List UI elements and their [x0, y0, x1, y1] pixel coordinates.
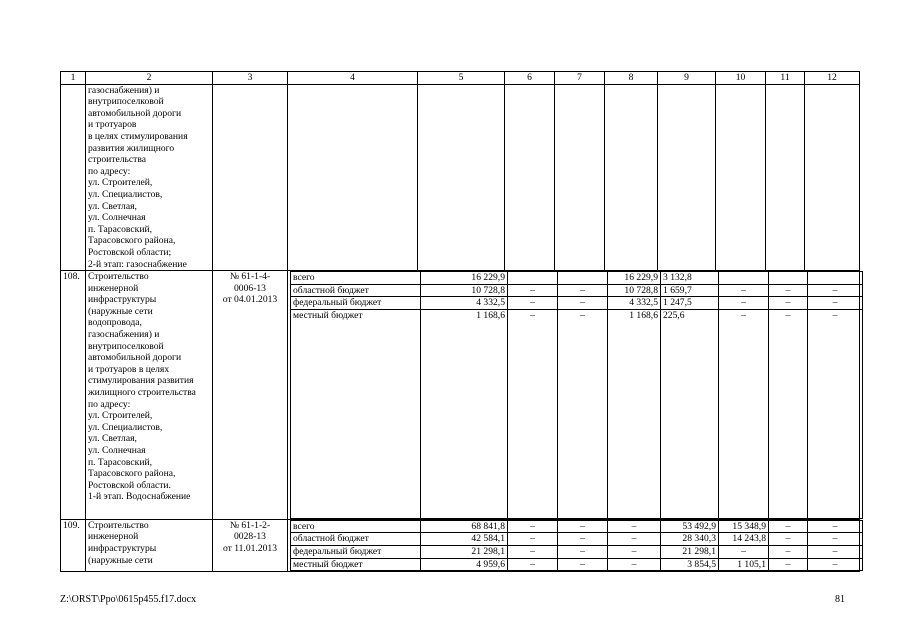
- funding-row: [291, 533, 863, 546]
- text-line: Строительство: [88, 271, 149, 283]
- value-cell: –: [769, 284, 808, 297]
- value-cell: –: [719, 309, 769, 518]
- value-cell: 16 229,9: [608, 272, 661, 285]
- text-line: строительства: [88, 154, 147, 166]
- funding-source: всего: [291, 520, 421, 533]
- text-line: ул. Специалистов,: [88, 421, 163, 433]
- value-cell: –: [769, 546, 808, 559]
- row-number: 108.: [61, 271, 86, 520]
- value-cell: 28 340,3: [661, 533, 719, 546]
- empty-cell: [418, 84, 505, 271]
- value-cell: –: [808, 546, 863, 559]
- value-cell: –: [508, 520, 558, 533]
- text-line: стимулирования развития: [88, 375, 194, 387]
- value-cell: 4 332,5: [421, 297, 508, 310]
- page-number: 81: [835, 594, 845, 605]
- empty-cell: [288, 84, 418, 271]
- value-cell: –: [808, 520, 863, 533]
- text-line: инфраструктуры: [88, 294, 157, 306]
- value-cell: –: [558, 284, 608, 297]
- value-cell: –: [558, 558, 608, 571]
- text-line: Тарасовского района,: [88, 235, 176, 247]
- text-line: п. Тарасовский,: [88, 456, 152, 468]
- funding-source: федеральный бюджет: [291, 546, 421, 559]
- funding-subtable: [290, 520, 863, 571]
- empty-cell: [555, 84, 605, 271]
- text-line: инженерной: [88, 282, 139, 294]
- doc-line: № 61-1-2-: [229, 519, 271, 531]
- funding-source: федеральный бюджет: [291, 297, 421, 310]
- header-row: [61, 72, 860, 85]
- value-cell: 10 728,8: [608, 284, 661, 297]
- value-cell: –: [558, 297, 608, 310]
- text-line: внутрипоселковой: [88, 340, 164, 352]
- col-header: 2: [86, 72, 213, 85]
- document-cell: [213, 519, 288, 571]
- document-cell: [213, 271, 288, 520]
- text-line: инженерной: [88, 531, 139, 543]
- text-line: ул. Светлая,: [88, 433, 137, 445]
- text-line: ул. Специалистов,: [88, 188, 163, 200]
- text-line: ул. Строителей,: [88, 410, 153, 422]
- value-cell: –: [508, 297, 558, 310]
- funding-block: [288, 519, 860, 571]
- file-path: Z:\ORST\Ppo\0615p455.f17.docx: [60, 594, 197, 605]
- funding-source: областной бюджет: [291, 284, 421, 297]
- table-row-continued: [61, 84, 860, 271]
- text-line: газоснабжения) и: [88, 329, 160, 341]
- text-line: инфраструктуры: [88, 543, 157, 555]
- value-cell: –: [558, 309, 608, 518]
- text-line: по адресу:: [88, 398, 131, 410]
- value-cell: [719, 272, 769, 285]
- value-cell: 225,6: [661, 309, 719, 518]
- text-line: п. Тарасовский,: [88, 223, 152, 235]
- text-line: ул. Светлая,: [88, 200, 137, 212]
- funding-row: [291, 284, 863, 297]
- doc-line: 0006-13: [234, 282, 266, 294]
- row-number: [61, 84, 86, 271]
- table-row-109: [61, 519, 860, 571]
- value-cell: –: [769, 558, 808, 571]
- value-cell: –: [808, 558, 863, 571]
- doc-line: от 11.01.2013: [222, 543, 278, 555]
- empty-cell: [716, 84, 766, 271]
- value-cell: –: [508, 284, 558, 297]
- value-cell: 1 105,1: [719, 558, 769, 571]
- value-cell: 4 959,6: [421, 558, 508, 571]
- col-header: 3: [213, 72, 288, 85]
- value-cell: –: [808, 309, 863, 518]
- funding-row: [291, 272, 863, 285]
- funding-subtable: [290, 271, 863, 519]
- funding-row: [291, 546, 863, 559]
- text-line: внутрипоселковой: [88, 96, 164, 108]
- funding-row: [291, 520, 863, 533]
- text-line: и тротуаров: [88, 119, 137, 131]
- text-line: (наружные сети: [88, 305, 153, 317]
- funding-source: областной бюджет: [291, 533, 421, 546]
- value-cell: [558, 272, 608, 285]
- text-line: Тарасовского района,: [88, 468, 176, 480]
- value-cell: [508, 272, 558, 285]
- object-name-cell: [86, 519, 213, 571]
- value-cell: 1 247,5: [661, 297, 719, 310]
- value-cell: 3 854,5: [661, 558, 719, 571]
- value-cell: –: [508, 546, 558, 559]
- value-cell: 3 132,8: [661, 272, 719, 285]
- text-line: 2-й этап: газоснабжение: [88, 258, 187, 270]
- budget-table: [60, 71, 860, 572]
- text-line: по адресу:: [88, 165, 131, 177]
- col-header: 6: [505, 72, 555, 85]
- value-cell: –: [769, 297, 808, 310]
- col-header: 1: [61, 72, 86, 85]
- col-header: 7: [555, 72, 605, 85]
- col-header: 11: [766, 72, 805, 85]
- value-cell: –: [508, 558, 558, 571]
- text-line: жилищного строительства: [88, 387, 196, 399]
- funding-block: [288, 271, 860, 520]
- empty-cell: [658, 84, 716, 271]
- value-cell: 16 229,9: [421, 272, 508, 285]
- text-line: Строительство: [88, 519, 149, 531]
- value-cell: –: [508, 309, 558, 518]
- col-header: 12: [805, 72, 860, 85]
- value-cell: –: [719, 546, 769, 559]
- value-cell: 1 168,6: [421, 309, 508, 518]
- value-cell: 4 332,5: [608, 297, 661, 310]
- doc-line: № 61-1-4-: [229, 271, 271, 283]
- doc-line: от 04.01.2013: [222, 294, 278, 306]
- col-header: 4: [288, 72, 418, 85]
- value-cell: 53 492,9: [661, 520, 719, 533]
- text-line: Ростовской области.: [88, 479, 171, 491]
- value-cell: –: [808, 533, 863, 546]
- value-cell: 1 168,6: [608, 309, 661, 518]
- value-cell: –: [719, 297, 769, 310]
- value-cell: 15 348,9: [719, 520, 769, 533]
- text-line: автомобильной дороги: [88, 107, 182, 119]
- col-header: 8: [605, 72, 658, 85]
- value-cell: 1 659,7: [661, 284, 719, 297]
- value-cell: –: [558, 533, 608, 546]
- empty-cell: [213, 84, 288, 271]
- empty-cell: [805, 84, 860, 271]
- text-line: ул. Солнечная: [88, 212, 146, 224]
- funding-source: местный бюджет: [291, 309, 421, 518]
- value-cell: –: [608, 546, 661, 559]
- row-number: 109.: [61, 519, 86, 571]
- value-cell: –: [719, 284, 769, 297]
- funding-source: всего: [291, 272, 421, 285]
- value-cell: 21 298,1: [661, 546, 719, 559]
- value-cell: –: [769, 533, 808, 546]
- empty-cell: [505, 84, 555, 271]
- text-line: ул. Строителей,: [88, 177, 153, 189]
- value-cell: [769, 272, 808, 285]
- value-cell: –: [769, 309, 808, 518]
- table-row-108: [61, 271, 860, 520]
- object-name-cell: [86, 84, 213, 271]
- value-cell: –: [808, 284, 863, 297]
- text-line: газоснабжения) и: [88, 84, 160, 96]
- value-cell: 42 584,1: [421, 533, 508, 546]
- funding-row: [291, 309, 863, 518]
- value-cell: –: [808, 297, 863, 310]
- text-line: развития жилищного: [88, 142, 175, 154]
- text-line: (наружные сети: [88, 554, 153, 566]
- value-cell: 10 728,8: [421, 284, 508, 297]
- value-cell: –: [508, 533, 558, 546]
- doc-line: 0028-13: [234, 531, 266, 543]
- value-cell: 68 841,8: [421, 520, 508, 533]
- col-header: 9: [658, 72, 716, 85]
- text-line: в целях стимулирования: [88, 130, 188, 142]
- text-line: ул. Солнечная: [88, 445, 146, 456]
- value-cell: –: [769, 520, 808, 533]
- funding-source: местный бюджет: [291, 558, 421, 571]
- funding-row: [291, 297, 863, 310]
- value-cell: –: [608, 520, 661, 533]
- value-cell: –: [558, 520, 608, 533]
- text-line: водопровода,: [88, 317, 142, 329]
- value-cell: –: [608, 558, 661, 571]
- value-cell: –: [608, 533, 661, 546]
- value-cell: 14 243,8: [719, 533, 769, 546]
- value-cell: [808, 272, 863, 285]
- empty-cell: [766, 84, 805, 271]
- value-cell: 21 298,1: [421, 546, 508, 559]
- value-cell: –: [558, 546, 608, 559]
- text-line: и тротуаров в целях: [88, 363, 170, 375]
- funding-row: [291, 558, 863, 571]
- text-line: Ростовской области;: [88, 246, 172, 258]
- text-line: 1-й этап. Водоснабжение: [88, 491, 191, 503]
- col-header: 10: [716, 72, 766, 85]
- text-line: автомобильной дороги: [88, 352, 182, 364]
- empty-cell: [605, 84, 658, 271]
- object-name-cell: [86, 271, 213, 520]
- col-header: 5: [418, 72, 505, 85]
